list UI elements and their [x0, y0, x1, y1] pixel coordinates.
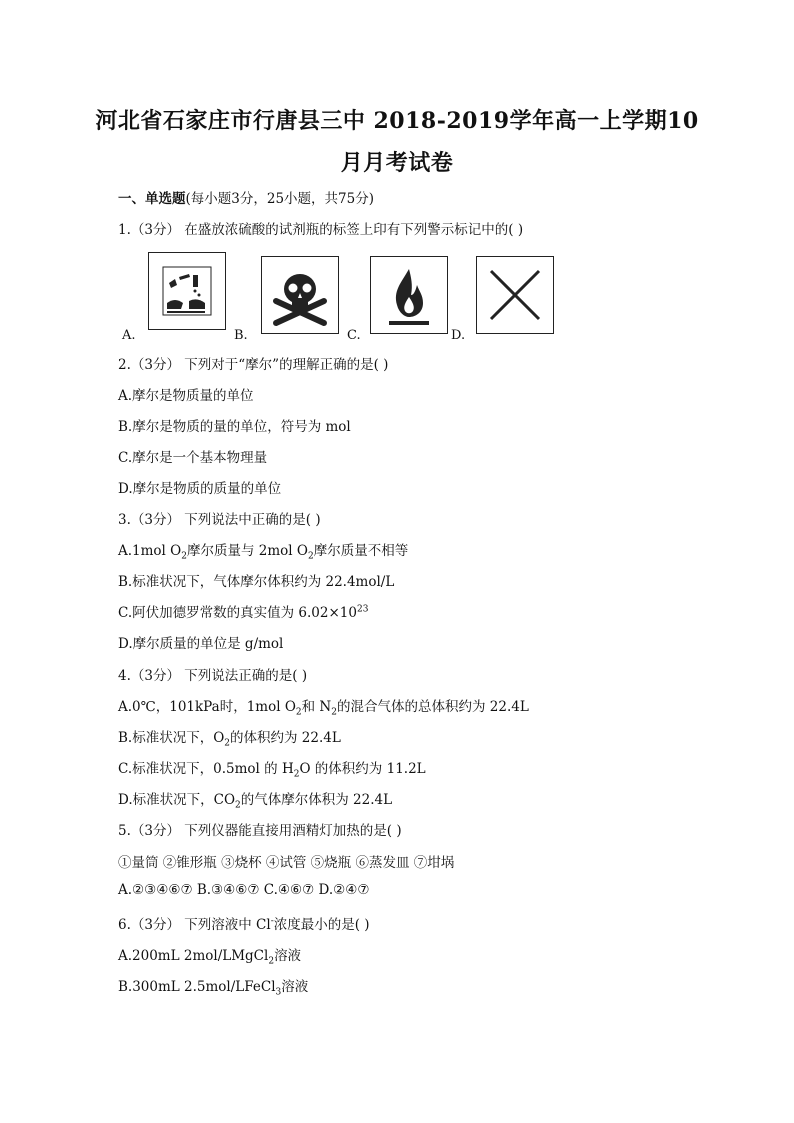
toxic-skull-icon — [261, 256, 339, 334]
q3-a-post: 摩尔质量不相等 — [313, 543, 409, 559]
q1-option-b-label: B. — [234, 328, 248, 343]
q4-a-sub1: 2 — [295, 707, 302, 718]
q4-b-sub: 2 — [224, 738, 231, 749]
section-heading — [118, 187, 374, 207]
q3-a-sub1: 2 — [181, 551, 187, 562]
q6-text-sup: - — [270, 916, 274, 927]
q3-a-sub2: 2 — [307, 551, 314, 562]
q4-option-a — [118, 695, 529, 718]
q3-c-pre: C.阿伏加德罗常数的真实值为 6.02×10 — [118, 605, 357, 621]
q6-text-pre: 6.（3分） 下列溶液中 Cl — [118, 917, 271, 933]
q3-text: 3.（3分） 下列说法中正确的是( ) — [118, 512, 321, 528]
q4-a-sub2: 2 — [331, 707, 337, 718]
q1-option-a-label: A. — [122, 328, 136, 343]
q6-text-post: 浓度最小的是( ) — [273, 917, 370, 933]
q6-a-sub: 2 — [268, 956, 275, 967]
page-title-line1: 河北省石家庄市行唐县三中 2018-2019学年高一上学期10 — [95, 108, 699, 134]
harmful-x-icon — [476, 256, 554, 334]
q6-option-a — [118, 944, 301, 967]
q2-option-a: A.摩尔是物质量的单位 — [118, 388, 254, 404]
q3-option-b: B.标准状况下，气体摩尔体积约为 22.4mol/L — [118, 574, 395, 590]
q6-b-sub: 3 — [275, 987, 282, 998]
q4-option-b — [118, 726, 341, 749]
q1-icon-row — [118, 252, 598, 342]
q2-option-b: B.摩尔是物质的量的单位，符号为 mol — [118, 419, 351, 435]
q2-option-d: D.摩尔是物质的质量的单位 — [118, 481, 282, 497]
q4-option-d — [118, 788, 392, 811]
q2-option-c: C.摩尔是一个基本物理量 — [118, 450, 268, 466]
q3-a-pre: A.1mol O — [118, 543, 182, 559]
q4-d-sub: 2 — [235, 800, 241, 811]
q3-option-c — [118, 601, 368, 621]
section-heading-label: 一、单选题 — [118, 191, 186, 207]
flammable-flame-icon — [370, 256, 448, 334]
q3-option-a — [118, 539, 408, 562]
q1-text: 1.（3分） 在盛放浓硫酸的试剂瓶的标签上印有下列警示标记中的( ) — [118, 222, 524, 238]
q4-a-mid: 和 N — [301, 699, 332, 715]
q4-option-c — [118, 757, 426, 780]
q6-b-pre: B.300mL 2.5mol/LFeCl — [118, 979, 276, 995]
q4-c-post: O 的体积约为 11.2L — [299, 761, 426, 777]
q4-a-pre: A.0℃，101kPa时，1mol O — [118, 699, 296, 715]
q6-text — [118, 913, 370, 933]
q4-b-post: 的体积约为 22.4L — [230, 730, 341, 746]
page-title-line2: 月月考试卷 — [340, 150, 454, 176]
q5-options: A.②③④⑥⑦ B.③④⑥⑦ C.④⑥⑦ D.②④⑦ — [118, 882, 370, 898]
q6-option-b — [118, 975, 308, 998]
q4-b-pre: B.标准状况下，O — [118, 730, 225, 746]
q5-text: 5.（3分） 下列仪器能直接用酒精灯加热的是( ) — [118, 823, 402, 839]
q4-d-pre: D.标准状况下，CO — [118, 792, 236, 808]
corrosive-icon — [148, 252, 226, 330]
q2-text: 2.（3分） 下列对于“摩尔”的理解正确的是( ) — [118, 357, 389, 373]
q3-option-d: D.摩尔质量的单位是 g/mol — [118, 636, 284, 652]
q1-option-d-label: D. — [451, 328, 466, 343]
q6-a-post: 溶液 — [274, 948, 302, 964]
q4-c-sub: 2 — [293, 769, 300, 780]
q4-a-post: 的混合气体的总体积约为 22.4L — [336, 699, 529, 715]
q4-c-pre: C.标准状况下，0.5mol 的 H — [118, 761, 294, 777]
q4-text: 4.（3分） 下列说法正确的是( ) — [118, 668, 308, 684]
q4-d-post: 的气体摩尔体积为 22.4L — [240, 792, 393, 808]
q5-items: ①量筒 ②锥形瓶 ③烧杯 ④试管 ⑤烧瓶 ⑥蒸发皿 ⑦坩埚 — [118, 855, 455, 871]
section-note: (每小题3分，25小题，共75分) — [185, 191, 374, 207]
q1-option-c-label: C. — [347, 328, 361, 343]
q3-a-mid: 摩尔质量与 2mol O — [186, 543, 308, 559]
q3-c-sup: 23 — [356, 604, 369, 615]
q6-a-pre: A.200mL 2mol/LMgCl — [118, 948, 269, 964]
q6-b-post: 溶液 — [281, 979, 309, 995]
